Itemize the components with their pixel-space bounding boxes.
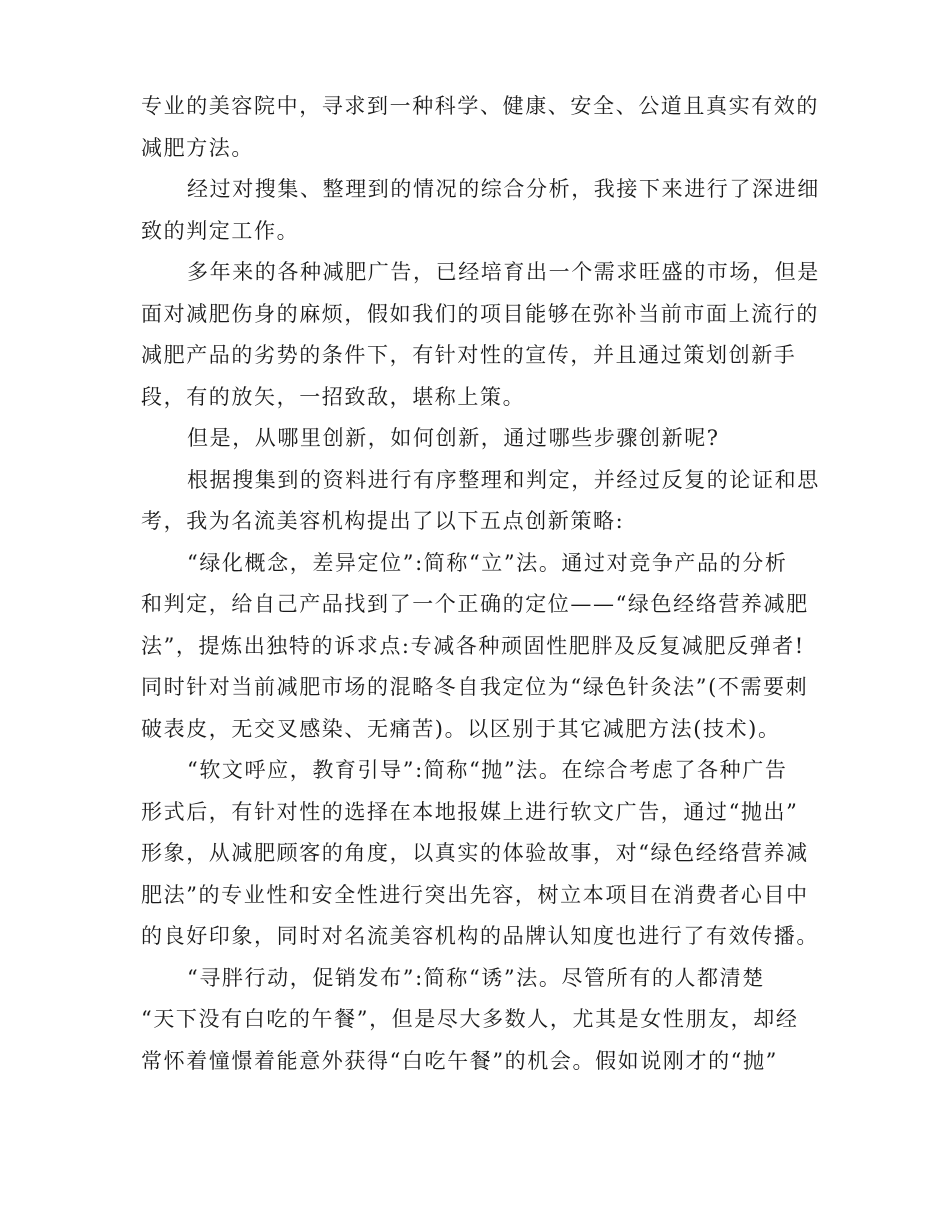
text-line: 破表皮，无交叉感染、无痛苦)。以区别于其它减肥方法(技术)。	[141, 716, 781, 741]
text-line: “寻胖行动，促销发布”:简称“诱”法。尽管所有的人都清楚	[187, 965, 765, 990]
text-line: 的良好印象，同时对名流美容机构的品牌认知度也进行了有效传播。	[141, 924, 819, 948]
text-line: 形象，从减肥顾客的角度，以真实的体验故事，对“绿色经络营养减	[141, 841, 809, 865]
text-line: 减肥方法。	[141, 135, 254, 160]
text-line: 考，我为名流美容机构提出了以下五点创新策略:	[141, 509, 625, 533]
text-line: “软文呼应，教育引导”:简称“抛”法。在综合考虑了各种广告	[187, 758, 788, 782]
text-line: 根据搜集到的资料进行有序整理和判定，并经过反复的论证和思	[187, 467, 820, 492]
text-line: 减肥产品的劣势的条件下，有针对性的宣传，并且通过策划创新手	[141, 343, 797, 367]
text-line: 段，有的放矢，一招致敌，堪称上策。	[141, 384, 526, 409]
text-line: 形式后，有针对性的选择在本地报媒上进行软文广告，通过“抛出”	[141, 799, 799, 824]
text-line: 多年来的各种减肥广告，已经培育出一个需求旺盛的市场，但是	[187, 260, 820, 284]
text-line: 专业的美容院中，寻求到一种科学、健康、安全、公道且真实有效的	[141, 94, 819, 118]
text-line: 法”，提炼出独特的诉求点:专减各种顽固性肥胖及反复减肥反弹者!	[141, 633, 805, 658]
text-line: 肥法”的专业性和安全性进行突出先容，树立本项目在消费者心目中	[141, 882, 809, 907]
text-line: 经过对搜集、整理到的情况的综合分析，我接下来进行了深进细	[187, 177, 820, 201]
text-line: 同时针对当前减肥市场的混略冬自我定位为“绿色针灸法”(不需要刺	[141, 675, 809, 699]
text-line: “天下没有白吃的午餐”，但是尽大多数人，尤其是女性朋友，却经	[141, 1007, 799, 1031]
text-line: “绿化概念，差异定位”:简称“立”法。通过对竞争产品的分析	[187, 550, 788, 575]
text-line: 面对减肥伤身的麻烦，假如我们的项目能够在弥补当前市面上流行的	[141, 301, 819, 326]
text-line: 但是，从哪里创新，如何创新，通过哪些步骤创新呢?	[187, 426, 720, 450]
document-body	[141, 86, 820, 1082]
text-line: 和判定，给自己产品找到了一个正确的定位——“绿色经络营养减肥	[141, 592, 809, 616]
text-line: 致的判定工作。	[141, 218, 300, 243]
text-line: 常怀着憧憬着能意外获得“白吃午餐”的机会。假如说刚才的“抛”	[141, 1048, 778, 1073]
